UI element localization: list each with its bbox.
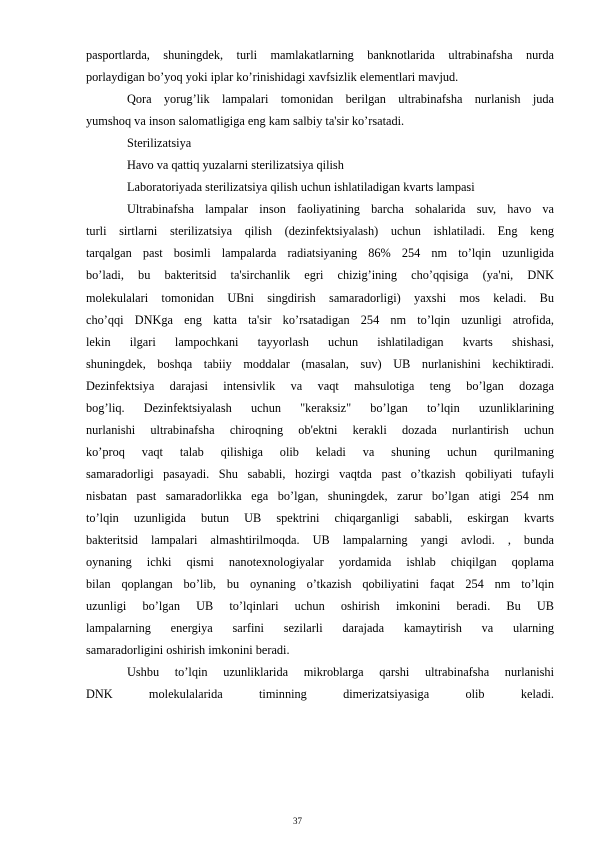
text-line: bakteritsid lampalari almashtirilmoqda. UB lampalarning yangi avlodi. , bunda: [86, 533, 554, 548]
text-line: uzunligi bo’lgan UB to’lqinlari uchun oshirish imkonini beradi. Bu UB: [86, 599, 554, 614]
text-line: to’lqin uzunligida butun UB spektrini chiqarganligi sababli, eskirgan kvarts: [86, 510, 554, 525]
text-line: Dezinfektsiya darajasi intensivlik va vaqt mahsulotiga teng bo’lgan dozaga: [86, 378, 554, 393]
text-line: DNK molekulalarida timinning dimerizatsiyasiga olib keladi.: [86, 687, 554, 702]
text-line: lampalarning energiya sarfini sezilarli darajada kamaytirish va ularning: [86, 621, 554, 636]
text-line: turli sirtlarni sterilizatsiya qilish (dezinfektsiyalash) uchun ishlatiladi. Eng keng: [86, 224, 554, 239]
text-line: bog’liq. Dezinfektsiyalash uchun "keraksiz" bo’lgan to’lqin uzunliklarining: [86, 400, 554, 415]
text-line: Laboratoriyada sterilizatsiya qilish uchun ishlatiladigan kvarts lampasi: [127, 180, 475, 195]
body-text: [86, 44, 554, 705]
text-line: samaradorligini oshirish imkonini beradi.: [86, 643, 290, 658]
text-line: oynaning ichki qismi nanotexnologiyalar yordamida ishlab chiqilgan qoplama: [86, 555, 554, 570]
text-line: Havo va qattiq yuzalarni sterilizatsiya qilish: [127, 158, 344, 173]
text-line: molekulalari tomonidan UBni singdirish samaradorligi) yaxshi mos keladi. Bu: [86, 290, 554, 305]
text-line: samaradorligi pasayadi. Shu sababli, hozirgi vaqtda past o’tkazish qobiliyati tufayli: [86, 466, 554, 481]
text-line: shuningdek, boshqa tabiiy moddalar (masalan, suv) UB nurlanishini kechiktiradi.: [86, 356, 554, 371]
text-line: tarqalgan past bosimli lampalarda radiatsiyaning 86% 254 nm to’lqin uzunligida: [86, 246, 554, 261]
text-line: ko’proq vaqt talab qilishiga olib keladi va shuning uchun qurilmaning: [86, 444, 554, 459]
text-line: pasportlarda, shuningdek, turli mamlakatlarning banknotlarida ultrabinafsha nurda: [86, 48, 554, 62]
text-line: Ultrabinafsha lampalar inson faoliyatining barcha sohalarida suv, havo va: [127, 202, 554, 217]
text-line: Sterilizatsiya: [127, 136, 192, 151]
text-line: nurlanishi ultrabinafsha chiroqning ob'ektni kerakli dozada nurlantirish uchun: [86, 422, 554, 437]
text-line: bilan qoplangan bo’lib, bu oynaning o’tkazish qobiliyatini faqat 254 nm to’lqin: [86, 577, 554, 592]
text-line: cho’qqi DNKga eng katta ta'sir ko’rsatadigan 254 nm to’lqin uzunligi atrofida,: [86, 312, 554, 327]
text-line: yumshoq va inson salomatligiga eng kam salbiy ta'sir ko’rsatadi.: [86, 114, 405, 129]
text-line: Ushbu to’lqin uzunliklarida mikroblarga qarshi ultrabinafsha nurlanishi: [127, 665, 554, 680]
page-number: 37: [293, 816, 302, 826]
text-line: Qora yorug’lik lampalari tomonidan berilgan ultrabinafsha nurlanish juda: [127, 92, 554, 107]
text-line: porlaydigan bo’yoq yoki iplar ko’rinishidagi xavfsizlik elementlari mavjud.: [86, 70, 459, 85]
text-line: lekin ilgari lampochkani tayyorlash uchun ishlatiladigan kvarts shishasi,: [86, 334, 554, 349]
text-line: bo’ladi, bu bakteritsid ta'sirchanlik egri chizig’ining cho’qqisiga (ya'ni, DNK: [86, 268, 554, 283]
text-line: nisbatan past samaradorlikka ega bo’lgan, shuningdek, zarur bo’lgan atigi 254 nm: [86, 488, 554, 503]
